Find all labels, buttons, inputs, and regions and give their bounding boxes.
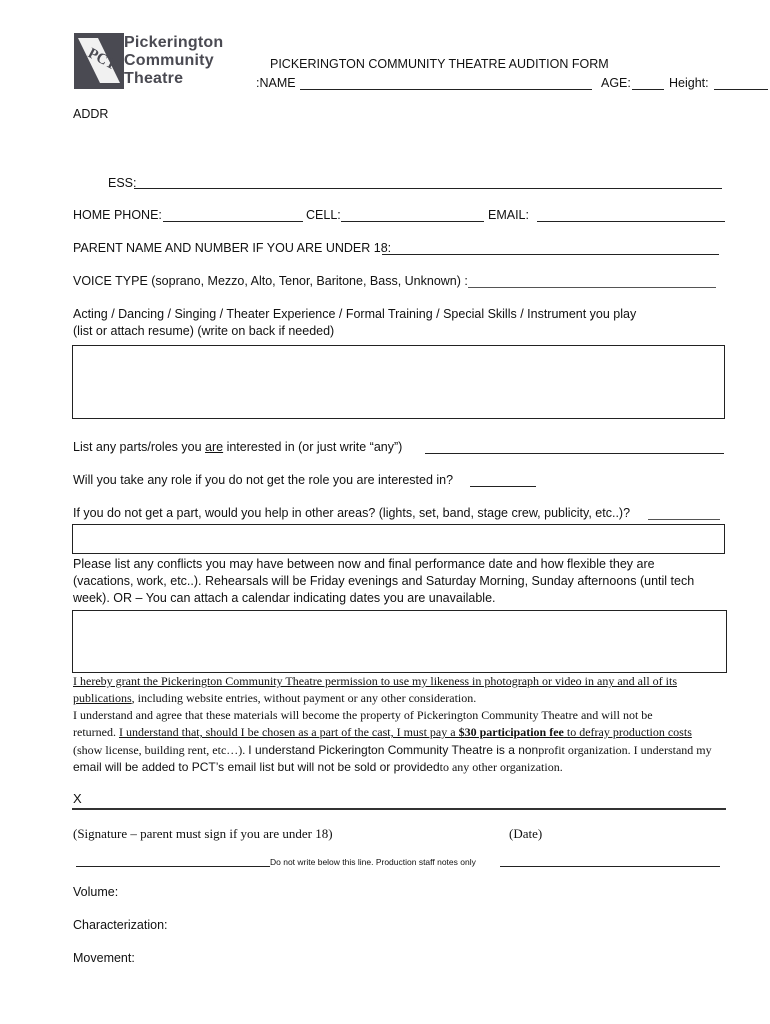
experience-label-line2: (list or attach resume) (write on back if needed) — [73, 324, 335, 338]
parent-field[interactable] — [382, 254, 719, 255]
signature-x-mark: X — [73, 791, 82, 806]
height-field[interactable] — [714, 89, 768, 90]
date-caption: (Date) — [509, 826, 543, 841]
staff-field-movement: Movement: — [73, 951, 135, 965]
roles-field[interactable] — [425, 453, 724, 454]
name-field[interactable] — [300, 89, 592, 90]
email-label: EMAIL: — [488, 208, 529, 222]
voice-type-field[interactable] — [468, 287, 716, 288]
parent-label: PARENT NAME AND NUMBER IF YOU ARE UNDER 18: — [73, 241, 392, 255]
email-field[interactable] — [537, 221, 725, 222]
logo-line-3: Theatre — [124, 70, 184, 87]
legal-materials-line: I understand and agree that these materials will become the property of Pickerington Community Theatre and will not be — [73, 708, 653, 722]
pct-logo-mark-icon — [74, 33, 124, 89]
cell-field[interactable] — [341, 221, 484, 222]
address-label-part1: ADDR — [73, 107, 109, 121]
any-role-label: Will you take any role if you do not get the role you are interested in? — [73, 473, 454, 487]
help-areas-textbox[interactable] — [72, 524, 725, 554]
help-areas-label: If you do not get a part, would you help in other areas? (lights, set, band, stage crew, publicity, etc..)? — [73, 506, 631, 520]
logo — [74, 33, 264, 89]
legal-nonprofit-line: (show license, building rent, etc…). I understand Pickerington Community Theatre is a nonprofit organization. I understand my — [73, 743, 712, 757]
signature-caption: (Signature – parent must sign if you are under 18) — [73, 826, 333, 841]
height-label: Height: — [669, 76, 709, 90]
legal-email-line: email will be added to PCT’s email list but will not be sold or providedto any other organization. — [73, 760, 563, 774]
legal-fee-line: returned. I understand that, should I be chosen as a part of the cast, I must pay a $30 participation fee to defray production costs — [73, 725, 692, 739]
help-areas-field[interactable] — [648, 519, 720, 520]
legal-publications-line: publications, including website entries, without payment or any other consideration. — [73, 691, 477, 705]
age-label: AGE: — [601, 76, 631, 90]
experience-textbox[interactable] — [72, 345, 725, 419]
roles-label: List any parts/roles you are interested in (or just write “any”) — [73, 440, 403, 454]
cell-label: CELL: — [306, 208, 341, 222]
logo-line-1: Pickerington — [124, 34, 224, 51]
address-label-part2: ESS: — [108, 176, 137, 190]
any-role-field[interactable] — [470, 486, 536, 487]
voice-type-label: VOICE TYPE (soprano, Mezzo, Alto, Tenor, Baritone, Bass, Unknown) : — [73, 274, 468, 288]
staff-field-characterization: Characterization: — [73, 918, 168, 932]
home-phone-field[interactable] — [163, 221, 303, 222]
signature-line[interactable] — [72, 808, 726, 810]
legal-likeness-line: I hereby grant the Pickerington Community Theatre permission to use my likeness in photograph or video in any and all of its — [73, 674, 677, 688]
conflicts-label-line3: week). OR – You can attach a calendar indicating dates you are unavailable. — [73, 591, 496, 605]
staff-field-volume: Volume: — [73, 885, 119, 899]
form-title: PICKERINGTON COMMUNITY THEATRE AUDITION FORM — [270, 57, 609, 71]
logo-mark-letters: PCT — [85, 45, 120, 74]
staff-note: Do not write below this line. Production staff notes only — [270, 857, 476, 867]
conflicts-textbox[interactable] — [72, 610, 727, 673]
address-field[interactable] — [134, 188, 722, 189]
experience-label-line1: Acting / Dancing / Singing / Theater Experience / Formal Training / Special Skills / Instrument you play — [73, 307, 637, 321]
home-phone-label: HOME PHONE: — [73, 208, 162, 222]
age-field[interactable] — [632, 89, 664, 90]
staff-divider-right — [500, 866, 720, 867]
logo-line-2: Community — [124, 52, 214, 69]
conflicts-label-line2: (vacations, work, etc..). Rehearsals will be Friday evenings and Saturday Morning, Sunday afternoons (until tech — [73, 574, 695, 588]
conflicts-label-line1: Please list any conflicts you may have between now and final performance date and how flexible they are — [73, 557, 655, 571]
staff-divider-left — [76, 866, 270, 867]
name-label: NAME: — [256, 76, 296, 90]
